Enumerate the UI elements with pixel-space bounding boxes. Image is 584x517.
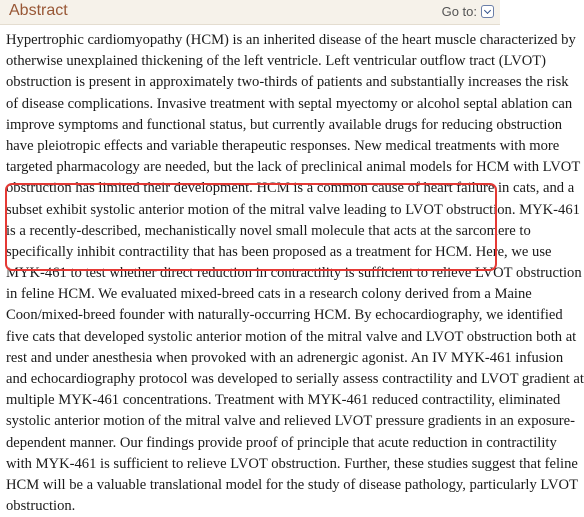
abstract-line: with MYK-461 is sufficient to relieve LVOT obstruction. Further, these studies suggest that feline (6, 455, 578, 472)
abstract-line: otherwise unexplained thickening of the left ventricle. Left ventricular outflow tract (LVOT) (6, 53, 547, 70)
abstract-line-highlighted: Coon/mixed-breed founder with naturally-occurring HCM. By echocardiography, we identified (6, 307, 563, 324)
abstract-line: multiple MYK-461 concentrations. Treatment with MYK-461 reduced contractility, eliminated (6, 392, 561, 409)
abstract-line-highlighted: in feline HCM. We evaluated mixed-breed cats in a research colony derived from a Maine (6, 286, 532, 303)
abstract-line: and echocardiography protocol was developed to serially assess contractility and LVOT gradient at (6, 371, 584, 387)
abstract-line: systolic anterior motion of the mitral valve and relieved LVOT pressure gradients in an exposure- (6, 413, 575, 430)
abstract-line: of disease complications. Invasive treatment with septal myectomy or alcohol septal ablation can (6, 95, 573, 112)
chevron-down-icon[interactable] (481, 5, 494, 18)
abstract-line: obstruction is present in approximately two-thirds of patients and substantially increases the risk (6, 74, 569, 91)
abstract-line: HCM will be a valuable translational model for the study of disease pathology, particularly LVOT (6, 476, 578, 493)
abstract-body (6, 30, 584, 517)
section-title: Abstract (9, 2, 68, 19)
abstract-line: specifically inhibit contractility that has been proposed as a treatment for HCM. Here, we use (6, 243, 552, 260)
abstract-line: Hypertrophic cardiomyopathy (HCM) is an inherited disease of the heart muscle characterized by (6, 32, 576, 48)
abstract-line: have pleiotropic effects and variable therapeutic responses. New medical treatments with more (6, 137, 560, 154)
goto-menu[interactable] (442, 4, 494, 19)
abstract-line-highlighted: five cats that developed systolic anterior motion of the mitral valve and LVOT obstruction both at (6, 328, 577, 345)
abstract-header (0, 0, 500, 25)
abstract-line-highlighted: MYK-461 to test whether direct reduction in contractility is sufficient to relieve LVOT obstruction (6, 265, 582, 282)
abstract-line: is a recently-described, mechanistically novel small molecule that acts at the sarcomere to (6, 222, 531, 239)
abstract-line: rest and under anesthesia when provoked with an adrenergic agonist. An IV MYK-461 infusion (6, 349, 564, 366)
abstract-line: targeted pharmacology are needed, but the lack of preclinical animal models for HCM with LVOT (6, 159, 581, 176)
abstract-line: obstruction. (6, 498, 76, 515)
goto-label: Go to: (441, 4, 477, 19)
abstract-line: dependent manner. Our findings provide proof of principle that acute reduction in contractility (6, 434, 557, 451)
abstract-line: subset exhibit systolic anterior motion of the mitral valve leading to LVOT obstruction. MYK-461 (6, 201, 580, 218)
abstract-line: improve symptoms and functional status, but currently available drugs for reducing obstruction (6, 116, 563, 133)
abstract-line: obstruction has limited their development. HCM is a common cause of heart failure in cats, and a (6, 180, 575, 197)
